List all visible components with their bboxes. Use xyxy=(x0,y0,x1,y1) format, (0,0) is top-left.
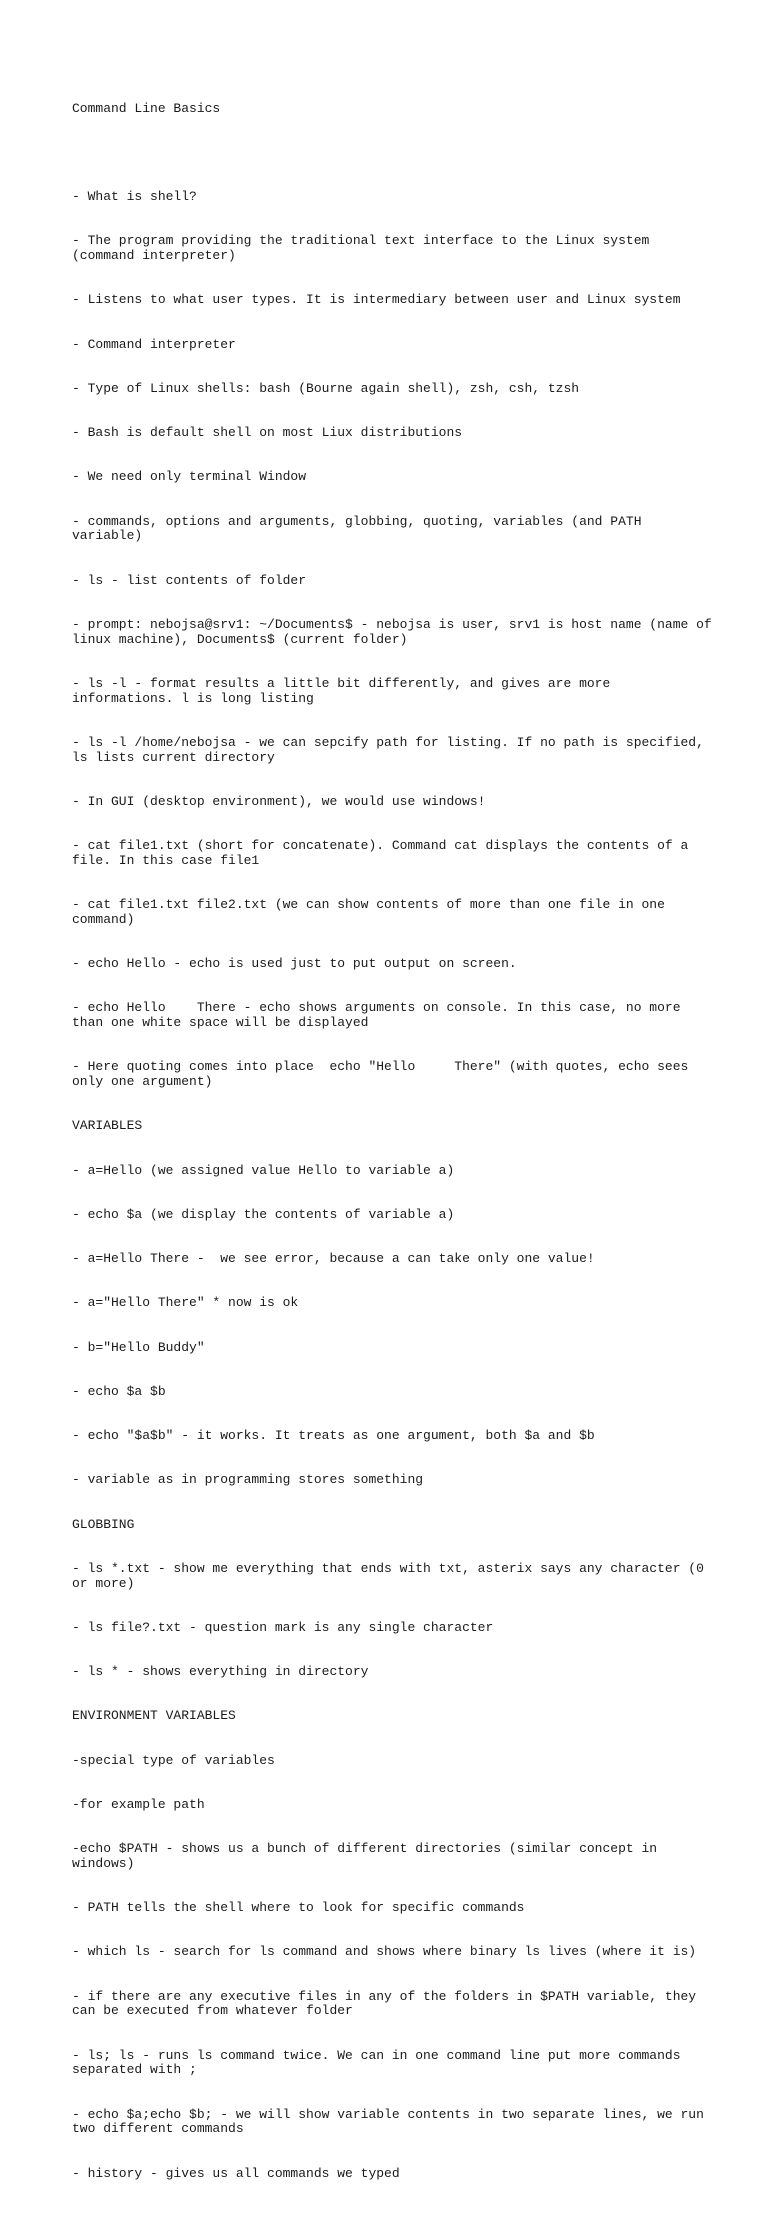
text-line: - if there are any executive files in any of the folders in $PATH variable, they can be executed from whatever folder xyxy=(72,1988,704,2019)
text-line: - cat file1.txt (short for concatenate). Command cat displays the contents of a file. In this case file1 xyxy=(72,838,697,868)
document-title: Command Line Basics xyxy=(72,100,221,116)
text-line: - Bash is default shell on most Liux distributions xyxy=(72,425,463,440)
text-line: - ls -l /home/nebojsa - we can sepcify path for listing. If no path is specified, ls lists current directory xyxy=(72,734,712,765)
text-line: - In GUI (desktop environment), we would use windows! xyxy=(72,793,486,809)
text-line: - a=Hello There - we see error, because a can take only one value! xyxy=(72,1251,595,1266)
text-line: -special type of variables xyxy=(72,1752,275,1768)
text-line: - echo $a $b xyxy=(72,1383,166,1399)
text-line: - a=Hello (we assigned value Hello to variable a) xyxy=(72,1162,455,1178)
text-line: - Type of Linux shells: bash (Bourne again shell), zsh, csh, tzsh xyxy=(72,380,580,396)
text-line: - commands, options and arguments, globbing, quoting, variables (and PATH variable) xyxy=(72,513,650,544)
text-line: - echo "$a$b" - it works. It treats as one argument, both $a and $b xyxy=(72,1428,595,1443)
text-line: - Command interpreter xyxy=(72,336,236,352)
text-line: -echo $PATH - shows us a bunch of different directories (similar concept in windows) xyxy=(72,1841,665,1871)
text-line: - b="Hello Buddy" xyxy=(72,1339,205,1355)
text-line: - The program providing the traditional text interface to the Linux system (command interpreter) xyxy=(72,233,658,263)
section-heading-globbing: GLOBBING xyxy=(72,1516,135,1532)
text-line: - What is shell? xyxy=(72,189,197,204)
text-line: - cat file1.txt file2.txt (we can show contents of more than one file in one command) xyxy=(72,897,673,927)
text-line: - PATH tells the shell where to look for specific commands xyxy=(72,1900,525,1915)
text-line: - history - gives us all commands we typed xyxy=(72,2165,400,2181)
text-line: - echo Hello - echo is used just to put output on screen. xyxy=(72,956,517,971)
text-line: - a="Hello There" * now is ok xyxy=(72,1295,299,1311)
text-line: - Listens to what user types. It is intermediary between user and Linux system xyxy=(72,292,681,308)
text-line: - echo $a (we display the contents of variable a) xyxy=(72,1206,455,1222)
document-body xyxy=(72,161,720,2211)
text-line: - variable as in programming stores something xyxy=(72,1472,424,1488)
text-line: - echo Hello There - echo shows arguments on console. In this case, no more than one white space will be displayed xyxy=(72,1000,689,1030)
text-line: - Here quoting comes into place echo "Hello There" (with quotes, echo sees only one argument) xyxy=(72,1059,697,1089)
text-line: - ls *.txt - show me everything that ends with txt, asterix says any character (0 or more) xyxy=(72,1560,712,1591)
text-line: - ls * - shows everything in directory xyxy=(72,1664,369,1679)
text-line: - which ls - search for ls command and shows where binary ls lives (where it is) xyxy=(72,1944,697,1960)
text-line: - ls file?.txt - question mark is any single character xyxy=(72,1619,494,1635)
text-line: - echo $a;echo $b; - we will show variable contents in two separate lines, we run two different commands xyxy=(72,2106,712,2137)
text-line: -for example path xyxy=(72,1796,205,1812)
text-line: - We need only terminal Window xyxy=(72,469,307,485)
text-line: - ls - list contents of folder xyxy=(72,572,307,588)
text-line: - prompt: nebojsa@srv1: ~/Documents$ - nebojsa is user, srv1 is host name (name of linux machine), Documents$ (current folder) xyxy=(72,616,720,647)
text-line: - ls; ls - runs ls command twice. We can in one command line put more commands separated with ; xyxy=(72,2047,689,2078)
section-heading-variables: VARIABLES xyxy=(72,1118,143,1134)
section-heading-environment-variables: ENVIRONMENT VARIABLES xyxy=(72,1708,236,1724)
text-line: - ls -l - format results a little bit differently, and gives are more informations. l is long listing xyxy=(72,675,619,706)
document-page xyxy=(72,72,720,2226)
